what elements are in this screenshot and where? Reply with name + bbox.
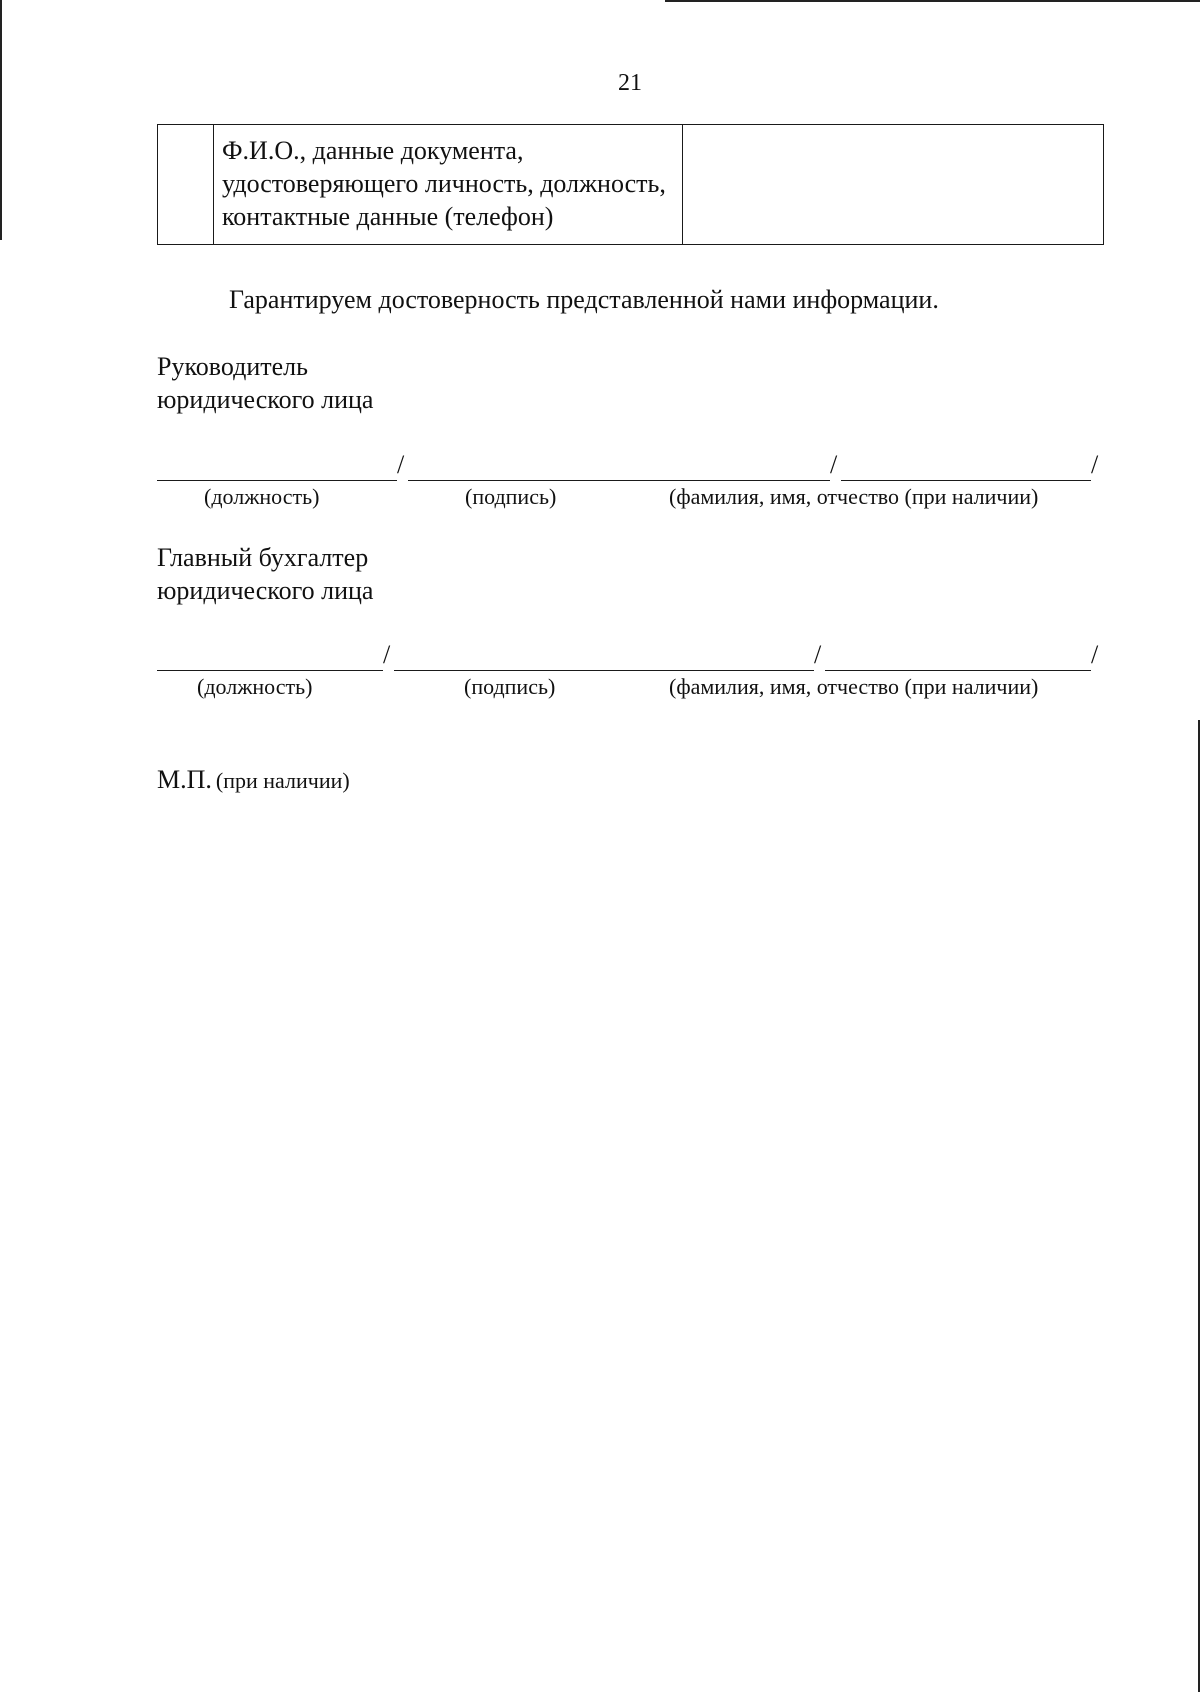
head-title-line: Руководитель <box>157 352 308 381</box>
accountant-separator: / <box>814 640 822 669</box>
head-title-line: юридического лица <box>157 385 374 414</box>
stamp-label: М.П. <box>157 765 212 794</box>
accountant-signature-caption: (подпись) <box>464 674 556 699</box>
row-label-line: Ф.И.О., данные документа, <box>222 136 524 165</box>
stamp-place <box>157 765 350 795</box>
head-position-caption: (должность) <box>204 484 320 509</box>
guarantee-statement: Гарантируем достоверность представленной нами информации. <box>229 285 939 314</box>
accountant-title-line: юридического лица <box>157 576 374 605</box>
head-fullname-caption: (фамилия, имя, отчество (при наличии) <box>669 484 1039 509</box>
accountant-title <box>157 541 373 607</box>
accountant-signature-blank <box>394 644 814 671</box>
head-separator: / <box>830 450 838 479</box>
scan-edge-top <box>665 0 1200 2</box>
accountant-signature-row <box>157 640 1103 700</box>
head-fullname-blank <box>841 454 1091 481</box>
stamp-note: (при наличии) <box>215 768 350 793</box>
row-label-cell <box>214 125 683 245</box>
scan-edge-left <box>0 0 2 240</box>
accountant-position-caption: (должность) <box>197 674 313 699</box>
accountant-title-line: Главный бухгалтер <box>157 543 369 572</box>
row-label-line: удостоверяющего личность, должность, <box>222 169 666 198</box>
row-number-cell <box>158 125 214 245</box>
accountant-fullname-caption: (фамилия, имя, отчество (при наличии) <box>669 674 1039 699</box>
accountant-position-blank <box>157 644 383 671</box>
head-signature-blank <box>408 454 830 481</box>
row-label-line: контактные данные (телефон) <box>222 202 554 231</box>
head-separator: / <box>397 450 405 479</box>
accountant-separator: / <box>383 640 391 669</box>
head-position-blank <box>157 454 397 481</box>
table-row <box>158 125 1104 245</box>
head-signature-row <box>157 450 1103 510</box>
head-separator: / <box>1091 450 1099 479</box>
accountant-fullname-blank <box>825 644 1091 671</box>
head-signature-caption: (подпись) <box>465 484 557 509</box>
row-value-cell <box>683 125 1104 245</box>
page-number: 21 <box>618 70 642 96</box>
info-table <box>157 124 1104 245</box>
accountant-separator: / <box>1091 640 1099 669</box>
head-title <box>157 350 373 416</box>
